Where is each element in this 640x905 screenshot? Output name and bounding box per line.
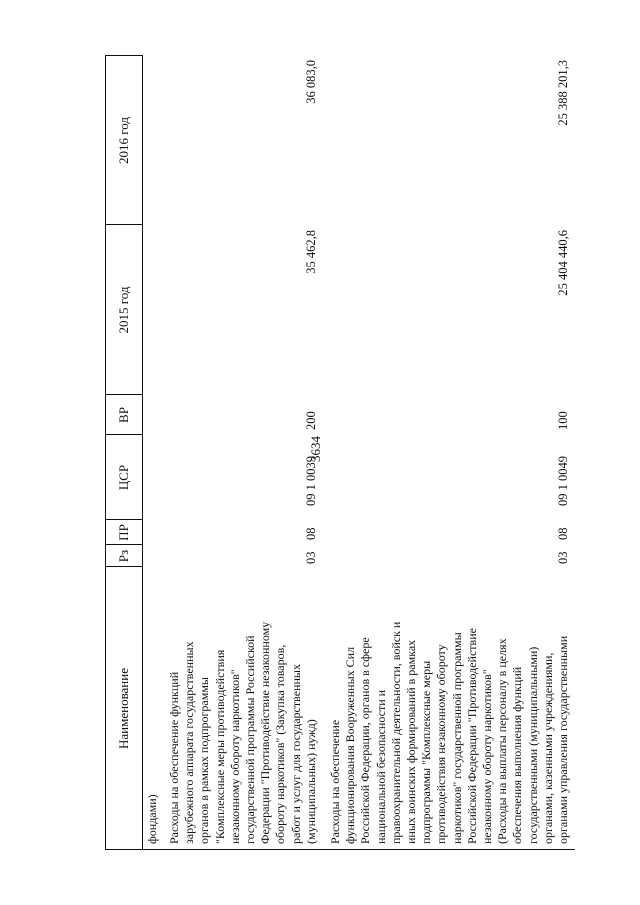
row-rz: 03	[556, 551, 570, 564]
row-name-line: органов в рамках подпрограммы	[197, 677, 212, 844]
row-name-line: Российской Федерации "Противодействие	[464, 628, 479, 844]
table-top-border	[105, 55, 106, 850]
header-pr: ПР	[116, 524, 131, 541]
row-vr: 200	[304, 411, 318, 430]
row-2015: 25 404 440,6	[556, 230, 570, 296]
row-2016: 25 388 201,3	[556, 60, 570, 126]
page-number: 3634	[308, 436, 323, 462]
row-name-line: иных воинских формирований в рамках	[404, 639, 419, 844]
header-bottom-border	[142, 55, 143, 850]
row-name	[328, 572, 571, 844]
row-2015: 35 462,8	[304, 230, 318, 274]
row-name-line: Федерации "Противодействие незаконному	[258, 621, 273, 844]
row-vr: 100	[556, 411, 570, 430]
row-name-line: (Расходы на выплаты персоналу в целях	[495, 638, 510, 844]
row-name-line: противодействия незаконному обороту	[434, 644, 449, 844]
header-csr: ЦСР	[116, 464, 131, 491]
row-name-line: незаконному обороту наркотиков"	[227, 669, 242, 844]
row-name-line: зарубежного аппарата государственных	[182, 641, 197, 844]
row-name-line: "Комплексные меры противодействия	[212, 649, 227, 844]
row-rz: 03	[304, 551, 318, 564]
row-name-line: органами, казенными учреждениями,	[540, 652, 555, 844]
row-pr: 08	[556, 527, 570, 540]
header-2016: 2016 год	[116, 117, 131, 164]
header-rz: Рз	[116, 549, 131, 563]
row-name-line: подпрограммы "Комплексные меры	[419, 660, 434, 844]
row-name-line: государственными (муниципальными)	[525, 646, 540, 844]
row-name-line: Российской Федерации, органов в сфере	[358, 637, 373, 844]
row-name-line: Расходы на обеспечение функций	[167, 671, 181, 844]
row-name	[167, 572, 319, 844]
row-name-line: фондами)	[145, 794, 159, 844]
header-name: Наименование	[116, 668, 131, 749]
row-name-line: (муниципальных) нужд)	[303, 719, 318, 844]
row-2016: 36 083,0	[304, 60, 318, 104]
row-name-line: функционирования Вооруженных Сил	[343, 646, 358, 844]
row-name-line: работ и услуг для государственных	[288, 664, 303, 844]
row-name-line: наркотиков" государственной программы	[449, 632, 464, 844]
row-csr: 09 1 0039	[304, 456, 318, 506]
table-left-border	[105, 849, 575, 850]
row-name-line: национальной безопасности и	[373, 689, 388, 844]
row-name-line: Расходы на обеспечение	[328, 719, 342, 844]
row-name-line: обеспечения выполнения функций	[510, 666, 525, 844]
row-name	[145, 572, 160, 844]
row-name-line: государственной программы Российской	[243, 635, 258, 844]
budget-table	[105, 55, 575, 850]
header-vr: ВР	[116, 407, 131, 423]
row-name-line: обороту наркотиков" (Закупка товаров,	[273, 644, 288, 844]
row-name-line: незаконному обороту наркотиков"	[480, 669, 495, 844]
row-pr: 08	[304, 527, 318, 540]
row-csr: 09 1 0049	[556, 456, 570, 506]
row-name-line: органами управления государственными	[556, 635, 571, 844]
row-name-line: правоохранительной деятельности, войск и	[388, 621, 403, 844]
header-2015: 2015 год	[116, 286, 131, 334]
